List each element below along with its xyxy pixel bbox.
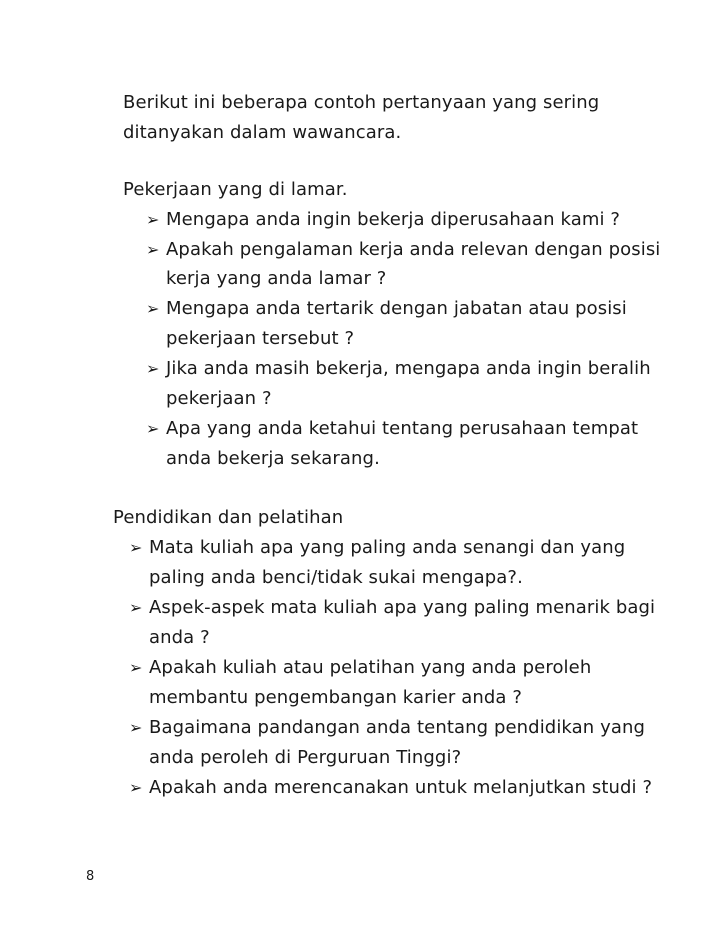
section1-item-3-line-2: pekerjaan tersebut ? xyxy=(166,328,355,349)
bullet-arrow-icon: ➢ xyxy=(129,718,143,737)
section1-item-4-line-1: Jika anda masih bekerja, mengapa anda ingin beralih xyxy=(166,358,651,379)
section2-item-4-line-1: Bagaimana pandangan anda tentang pendidikan yang xyxy=(149,717,646,738)
section1-item-1-line-1: Mengapa anda ingin bekerja diperusahaan kami ? xyxy=(166,209,621,230)
section1-item-2-line-2: kerja yang anda lamar ? xyxy=(166,268,387,289)
bullet-arrow-icon: ➢ xyxy=(146,240,160,259)
bullet-arrow-icon: ➢ xyxy=(129,598,143,617)
section2-item-1-line-2: paling anda benci/tidak sukai mengapa?. xyxy=(149,567,523,588)
bullet-arrow-icon: ➢ xyxy=(129,658,143,677)
bullet-arrow-icon: ➢ xyxy=(129,538,143,557)
section2-item-3-line-1: Apakah kuliah atau pelatihan yang anda peroleh xyxy=(149,657,592,678)
bullet-arrow-icon: ➢ xyxy=(129,778,143,797)
section2-item-1-line-1: Mata kuliah apa yang paling anda senangi dan yang xyxy=(149,537,626,558)
bullet-arrow-icon: ➢ xyxy=(146,210,160,229)
section1-item-3-line-1: Mengapa anda tertarik dengan jabatan atau posisi xyxy=(166,298,627,319)
bullet-arrow-icon: ➢ xyxy=(146,359,160,378)
page-number: 8 xyxy=(86,869,95,884)
section1-heading: Pekerjaan yang di lamar. xyxy=(123,179,348,200)
intro-line-1: Berikut ini beberapa contoh pertanyaan yang sering xyxy=(123,92,600,113)
section1-item-5-line-1: Apa yang anda ketahui tentang perusahaan tempat xyxy=(166,418,639,439)
section2-heading: Pendidikan dan pelatihan xyxy=(113,507,344,528)
bullet-arrow-icon: ➢ xyxy=(146,419,160,438)
section2-item-4-line-2: anda peroleh di Perguruan Tinggi? xyxy=(149,747,462,768)
section1-item-5-line-2: anda bekerja sekarang. xyxy=(166,448,380,469)
section2-item-5-line-1: Apakah anda merencanakan untuk melanjutkan studi ? xyxy=(149,777,653,798)
section2-item-3-line-2: membantu pengembangan karier anda ? xyxy=(149,687,522,708)
intro-line-2: ditanyakan dalam wawancara. xyxy=(123,122,402,143)
section1-item-4-line-2: pekerjaan ? xyxy=(166,388,272,409)
section2-item-2-line-1: Aspek-aspek mata kuliah apa yang paling menarik bagi xyxy=(149,597,656,618)
section2-item-2-line-2: anda ? xyxy=(149,627,210,648)
bullet-arrow-icon: ➢ xyxy=(146,299,160,318)
section1-item-2-line-1: Apakah pengalaman kerja anda relevan dengan posisi xyxy=(166,239,661,260)
